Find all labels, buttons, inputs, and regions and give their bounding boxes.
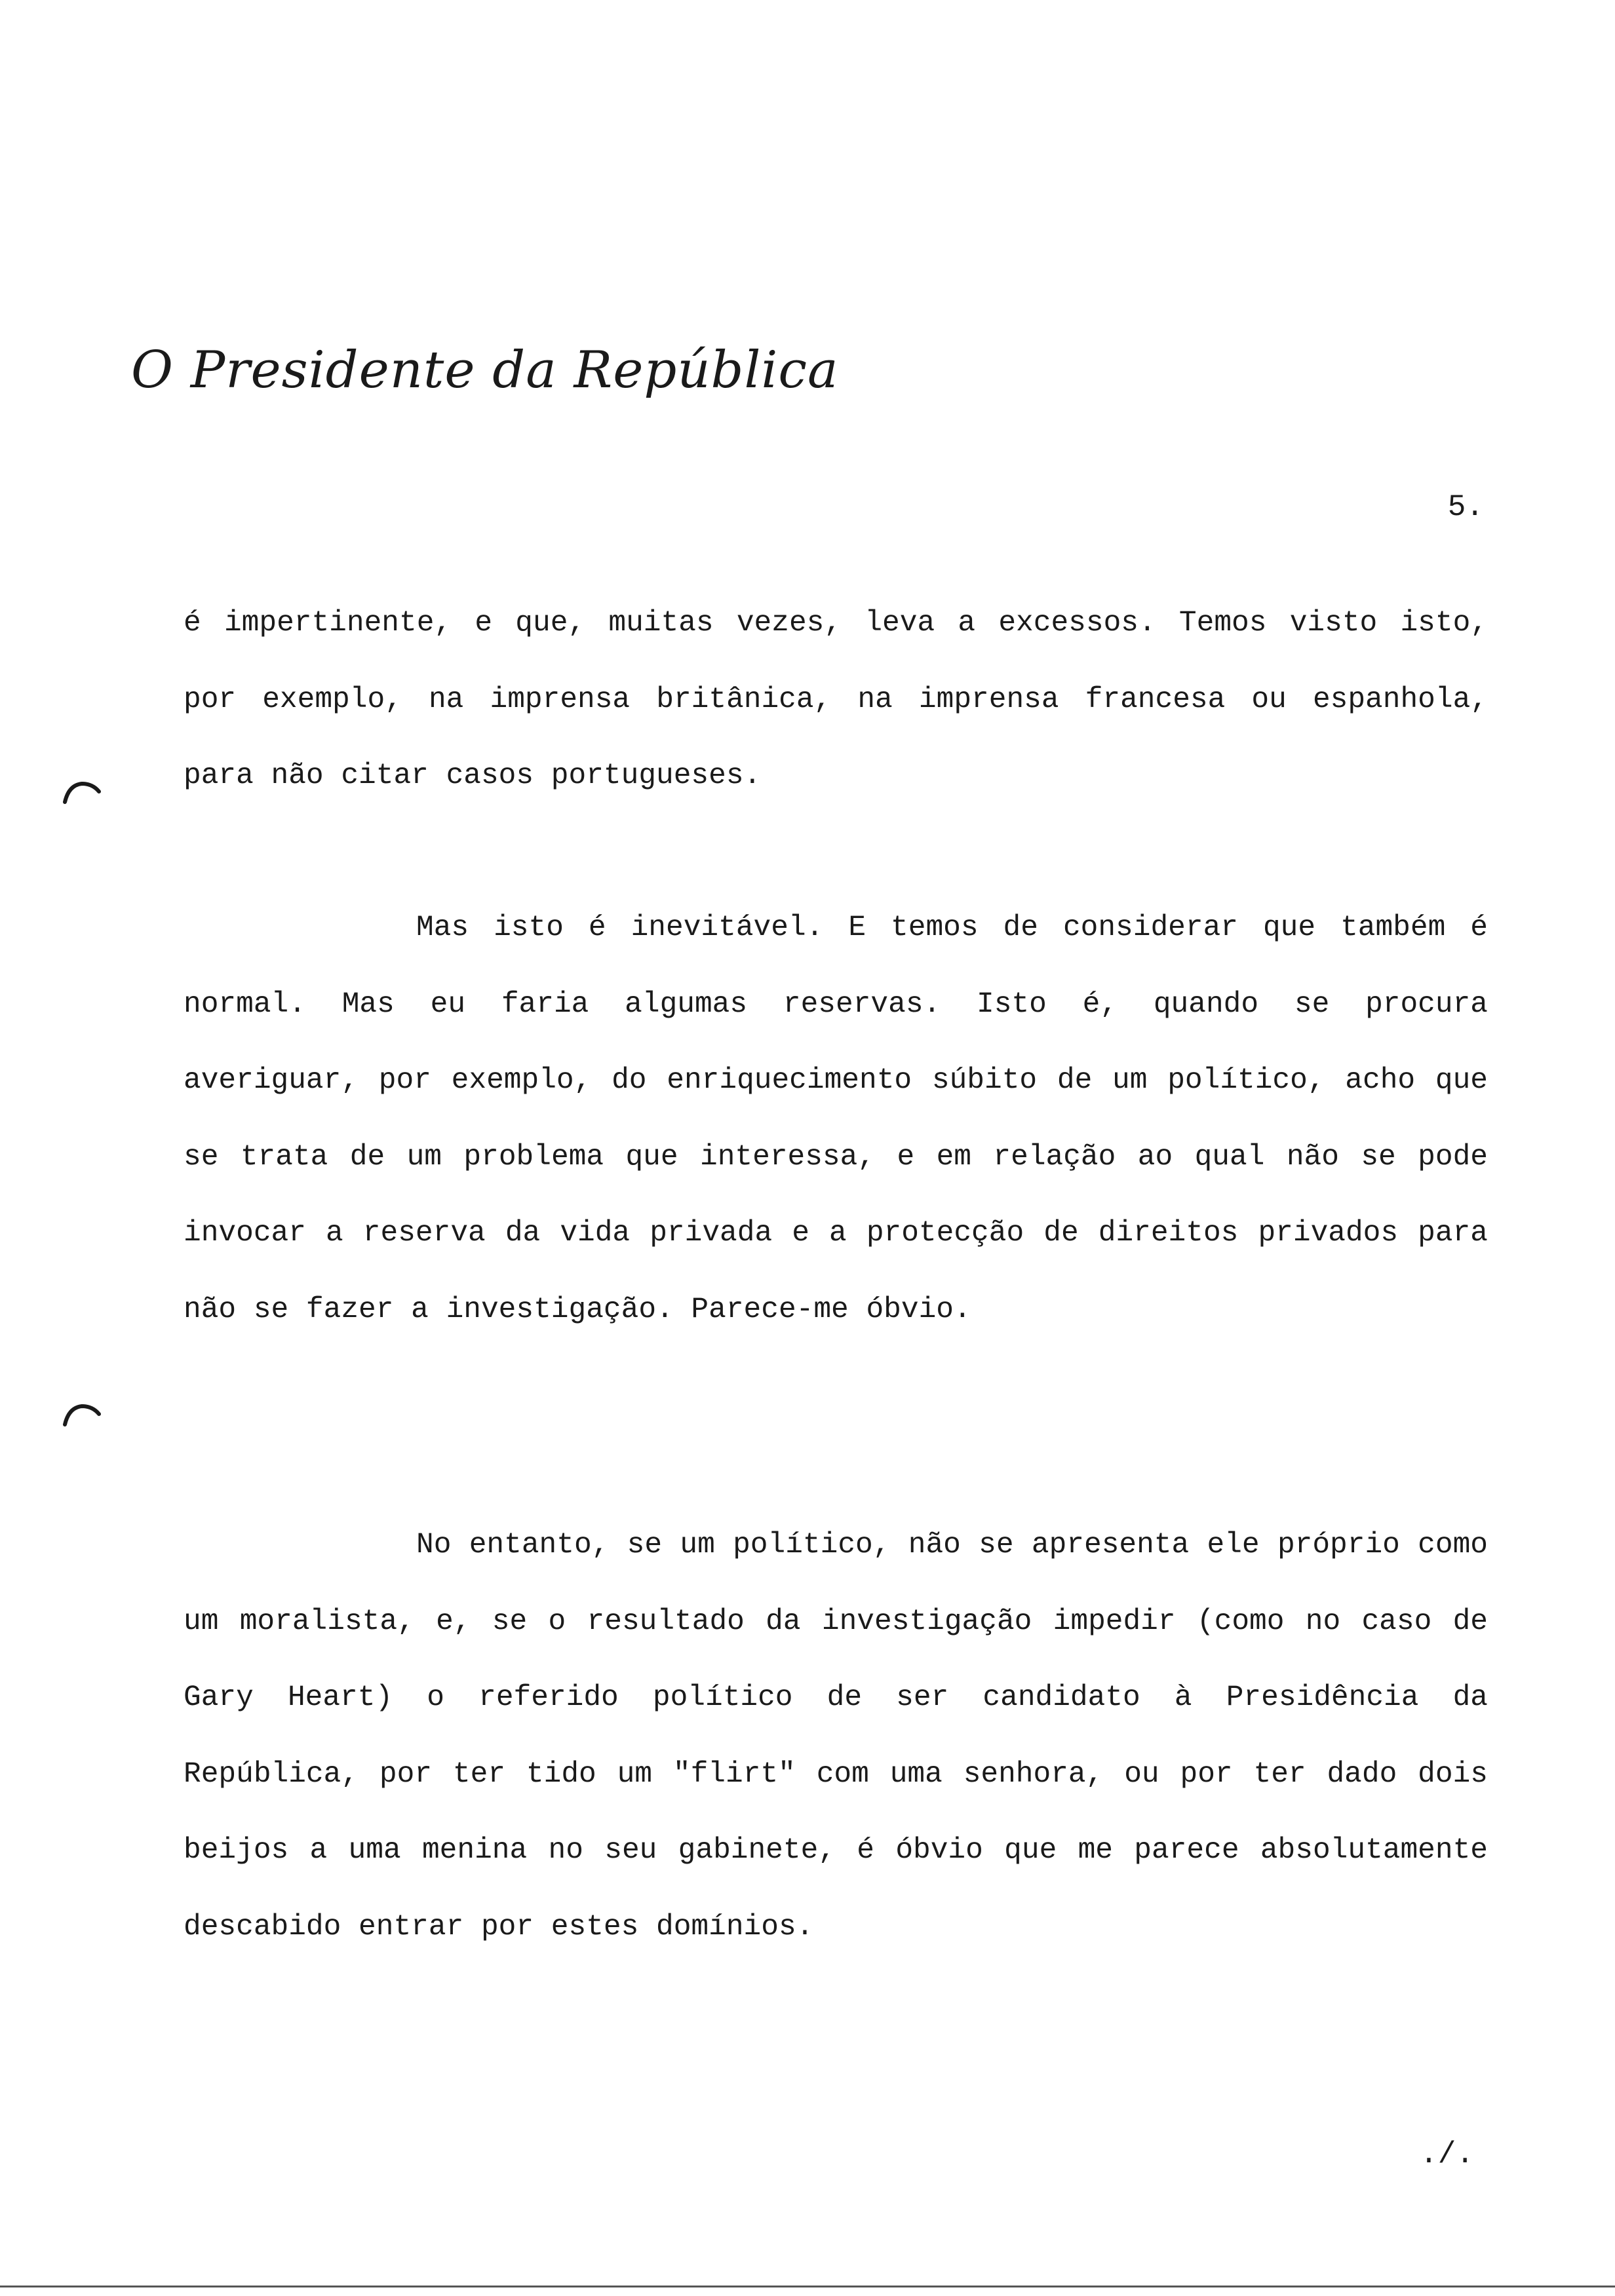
- margin-annotation-mark: [62, 1401, 102, 1427]
- page-number: 5.: [1447, 490, 1484, 524]
- continuation-mark: ./.: [1420, 2137, 1474, 2172]
- scan-edge-line: [0, 2286, 1615, 2287]
- letterhead: O Presidente da República: [131, 341, 839, 400]
- margin-annotation-mark: [62, 778, 102, 805]
- paragraph: Mas isto é inevitável. E temos de considerar que também é normal. Mas eu faria algumas reservas. Isto é, quando se procura averiguar, por exemplo, do enriquecimento súbito de um político, acho que se trata de um problema que interessa, e em relação ao qual não se pode invocar a reserva da vida privada e a protecção de direitos privados para não se fazer a investigação. Parece-me óbvio.: [184, 911, 1488, 1326]
- paragraph: No entanto, se um político, não se apresenta ele próprio como um moralista, e, se o resultado da investigação impedir (como no caso de Gary Heart) o referido político de ser candidato à Presidência da República, por ter tido um "flirt" com uma senhora, ou por ter dado dois beijos a uma menina no seu gabinete, é óbvio que me parece absolutamente descabido entrar por estes domínios.: [184, 1529, 1488, 1943]
- paragraph: é impertinente, e que, muitas vezes, leva a excessos. Temos visto isto, por exemplo, na imprensa britânica, na imprensa francesa ou espanhola, para não citar casos portugueses.: [184, 607, 1488, 792]
